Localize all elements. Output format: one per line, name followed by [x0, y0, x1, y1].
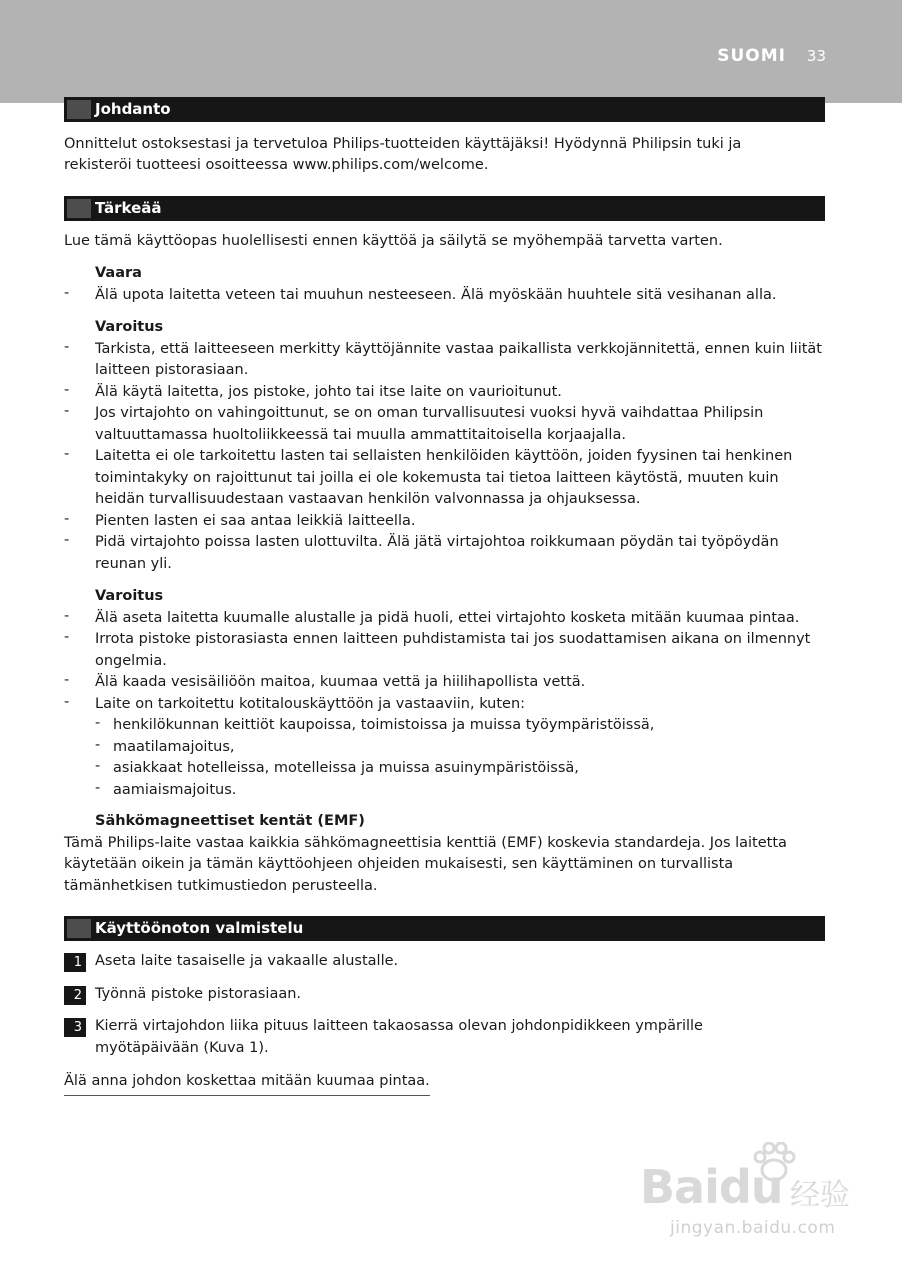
warning-line: Tarkista, että laitteeseen merkitty käyttöjännite vastaa paikallista verkkojännitettä, ennen kuin liität — [95, 341, 822, 357]
list-marker: - — [64, 446, 70, 462]
caution-subline: maatilamajoitus, — [113, 739, 235, 755]
list-marker: - — [95, 715, 101, 731]
list-marker: - — [64, 608, 70, 624]
warning-heading: Varoitus — [95, 319, 164, 335]
step-number: 2 — [64, 986, 86, 1005]
list-marker: - — [64, 672, 70, 688]
caution-line: Älä kaada vesisäiliöön maitoa, kuumaa vettä ja hiilihapollista vettä. — [95, 674, 586, 690]
section-header-preparation — [64, 916, 825, 941]
list-marker: - — [64, 403, 70, 419]
caution-subline: aamiaismajoitus. — [113, 782, 237, 798]
watermark-cn: 经验 — [790, 1178, 850, 1213]
list-marker: - — [64, 339, 70, 355]
list-marker: - — [95, 737, 101, 753]
warning-line: Jos virtajohto on vahingoittunut, se on oman turvallisuutesi vuoksi hyvä vaihdattaa Philipsin — [95, 405, 764, 421]
watermark-url: jingyan.baidu.com — [670, 1218, 836, 1238]
warning-line: valtuuttamassa huoltoliikkeessä tai muulla ammattitaitoisella korjaajalla. — [95, 427, 626, 443]
list-marker: - — [95, 758, 101, 774]
warning-line: Pidä virtajohto poissa lasten ulottuvilta. Älä jätä virtajohtoa roikkumaan pöydän tai työpöydän — [95, 534, 779, 550]
emf-line: käytetään oikein ja tämän käyttöohjeen ohjeiden mukaisesti, sen käyttäminen on turvallista — [64, 856, 734, 872]
section-title: Johdanto — [95, 100, 171, 118]
caution-heading: Varoitus — [95, 588, 164, 604]
list-marker: - — [64, 532, 70, 548]
danger-line: Älä upota laitetta veteen tai muuhun nesteeseen. Älä myöskään huuhtele sitä vesihanan alla. — [95, 287, 777, 303]
emf-line: tämänhetkisen tutkimustiedon perusteella. — [64, 878, 378, 894]
list-marker: - — [64, 285, 70, 301]
step-text: Työnnä pistoke pistorasiaan. — [95, 986, 302, 1002]
important-intro: Lue tämä käyttöopas huolellisesti ennen käyttöä ja säilytä se myöhempää tarvetta varten. — [64, 233, 723, 249]
emf-line: Tämä Philips-laite vastaa kaikkia sähkömagneettisia kenttiä (EMF) koskevia standardeja. Jos laitetta — [64, 835, 787, 851]
warning-line: Pienten lasten ei saa antaa leikkiä laitteella. — [95, 513, 416, 529]
emf-heading: Sähkömagneettiset kentät (EMF) — [95, 813, 365, 829]
warning-line: reunan yli. — [95, 556, 172, 572]
list-marker: - — [64, 511, 70, 527]
caution-line: Irrota pistoke pistorasiasta ennen laitteen puhdistamista tai jos suodattamisen aikana on ilmennyt — [95, 631, 811, 647]
warning-line: Älä käytä laitetta, jos pistoke, johto tai itse laite on vaurioitunut. — [95, 384, 562, 400]
language-label: SUOMI — [717, 46, 786, 66]
page-number: 33 — [806, 47, 826, 65]
step-text: myötäpäivään (Kuva 1). — [95, 1040, 269, 1056]
caution-line: Laite on tarkoitettu kotitalouskäyttöön ja vastaaviin, kuten: — [95, 696, 526, 712]
section-header-intro — [64, 97, 825, 122]
step-text: Kierrä virtajohdon liika pituus laitteen takaosassa olevan johdonpidikkeen ympärille — [95, 1018, 703, 1034]
caution-subline: asiakkaat hotelleissa, motelleissa ja muissa asuinympäristöissä, — [113, 760, 579, 776]
intro-line: Onnittelut ostoksestasi ja tervetuloa Philips-tuotteiden käyttäjäksi! Hyödynnä Philipsin tuki ja — [64, 136, 742, 152]
step-number: 3 — [64, 1018, 86, 1037]
step-number: 1 — [64, 953, 86, 972]
caution-line: Älä aseta laitetta kuumalle alustalle ja pidä huoli, ettei virtajohto kosketa mitään kuumaa pintaa. — [95, 610, 800, 626]
caution-subline: henkilökunnan keittiöt kaupoissa, toimistoissa ja muissa työympäristöissä, — [113, 717, 655, 733]
section-title: Tärkeää — [95, 199, 162, 217]
warning-line: heidän turvallisuudestaan vastaavan henkilön valvonnassa ja ohjauksessa. — [95, 491, 641, 507]
list-marker: - — [64, 382, 70, 398]
section-title: Käyttöönoton valmistelu — [95, 919, 304, 937]
watermark-logo: Baidu — [640, 1160, 783, 1214]
warning-line: toimintakyky on rajoittunut tai joilla ei ole kokemusta tai tietoa laitteen käytöstä, muuten kuin — [95, 470, 779, 486]
caution-line: ongelmia. — [95, 653, 167, 669]
list-marker: - — [64, 694, 70, 710]
step-text: Aseta laite tasaiselle ja vakaalle alustalle. — [95, 953, 399, 969]
note-text: Älä anna johdon koskettaa mitään kuumaa pintaa. — [64, 1071, 430, 1096]
section-header-important — [64, 196, 825, 221]
warning-line: laitteen pistorasiaan. — [95, 362, 249, 378]
intro-line: rekisteröi tuotteesi osoitteessa www.philips.com/welcome. — [64, 157, 489, 173]
warning-line: Laitetta ei ole tarkoitettu lasten tai sellaisten henkilöiden käyttöön, joiden fyysinen tai henkinen — [95, 448, 793, 464]
danger-heading: Vaara — [95, 265, 142, 281]
list-marker: - — [64, 629, 70, 645]
baidu-watermark — [640, 1140, 880, 1250]
list-marker: - — [95, 780, 101, 796]
